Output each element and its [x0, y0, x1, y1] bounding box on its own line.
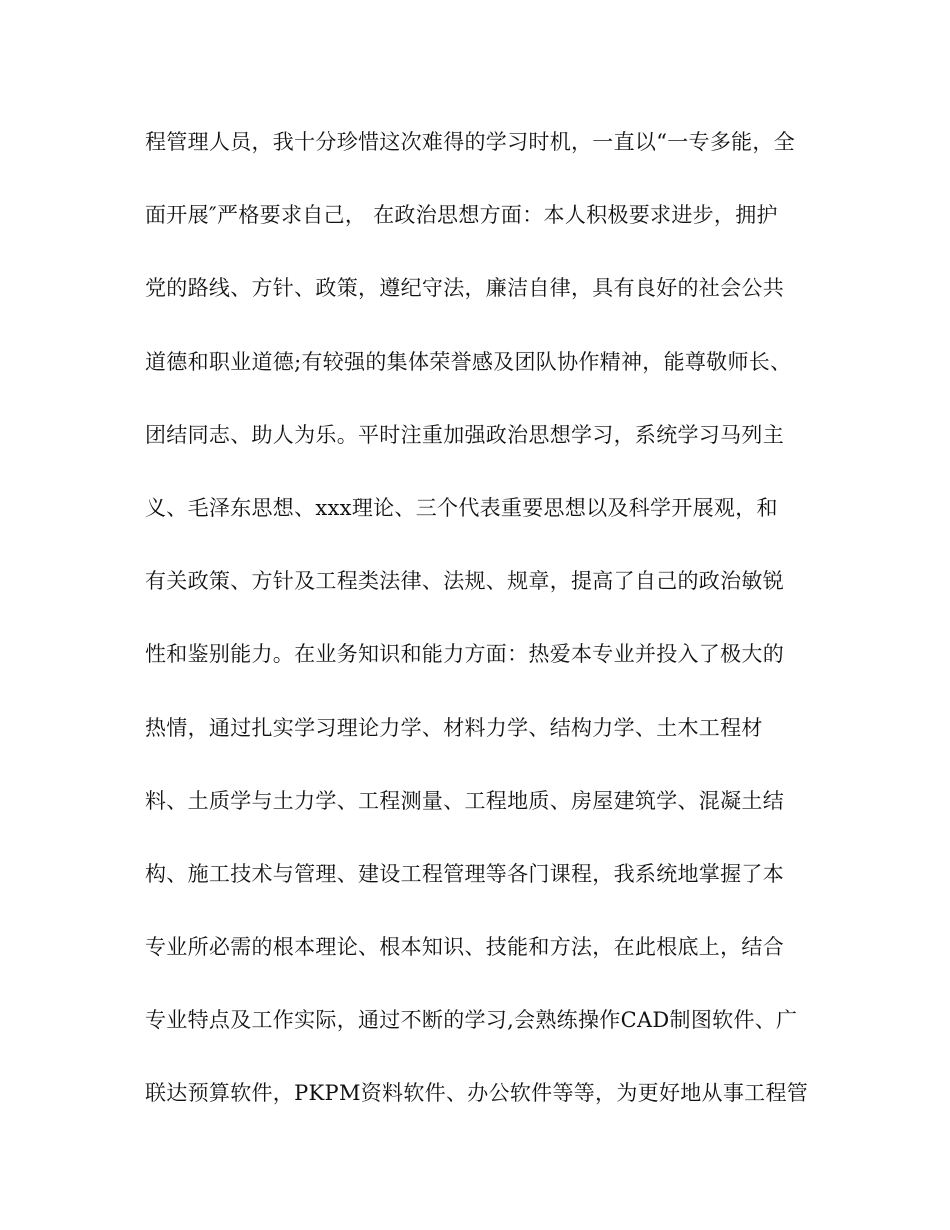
text-line: 专业特点及工作实际，通过不断的学习,会熟练操作CAD制图软件、广 — [145, 1008, 798, 1033]
text-line: 热情，通过扎实学习理论力学、材料力学、结构力学、土木工程材 — [145, 715, 763, 740]
text-line: 性和鉴别能力。在业务知识和能力方面：热爱本专业并投入了极大的 — [145, 642, 784, 667]
text-line: 有关政策、方针及工程类法律、法规、规章，提高了自己的政治敏锐 — [145, 569, 784, 594]
text-line: 专业所必需的根本理论、根本知识、技能和方法，在此根底上，结合 — [145, 935, 784, 960]
text-line: 义、毛泽东思想、xxx理论、三个代表重要思想以及科学开展观，和 — [145, 495, 778, 520]
text-line: 道德和职业道德;有较强的集体荣誉感及团队协作精神，能尊敬师长、 — [145, 349, 792, 374]
text-line: 料、土质学与土力学、工程测量、工程地质、房屋建筑学、混凝土结 — [145, 788, 784, 813]
text-line: 构、施工技术与管理、建设工程管理等各门课程，我系统地掌握了本 — [145, 861, 784, 886]
text-line: 党的路线、方针、政策，遵纪守法，廉洁自律，具有良好的社会公共 — [145, 276, 784, 301]
body-paragraph — [145, 120, 815, 1145]
text-line: 面开展″严格要求自己， 在政治思想方面：本人积极要求进步，拥护 — [145, 203, 778, 228]
text-line: 程管理人员，我十分珍惜这次难得的学习时机，一直以“一专多能，全 — [145, 130, 796, 154]
text-line: 团结同志、助人为乐。平时注重加强政治思想学习，系统学习马列主 — [145, 422, 784, 447]
text-line: 联达预算软件，PKPM资料软件、办公软件等等，为更好地从事工程管 — [145, 1081, 809, 1106]
